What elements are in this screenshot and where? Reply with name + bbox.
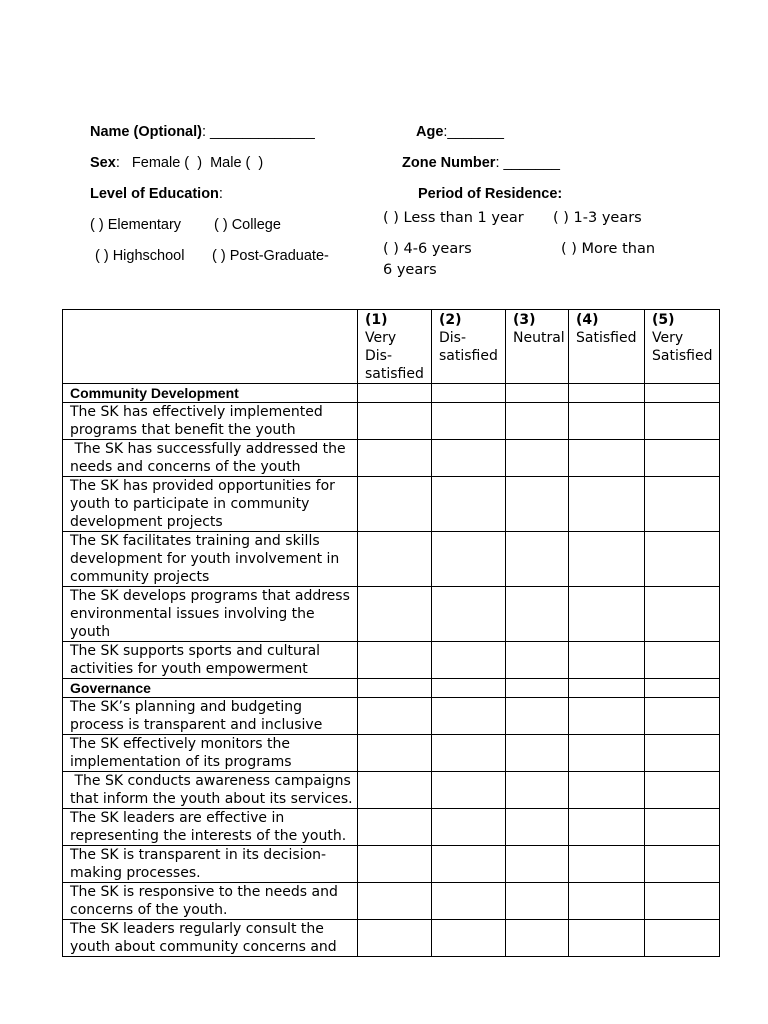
zone-blank: : _______ [495, 155, 560, 171]
sex-options: : Female ( ) Male ( ) [115, 155, 264, 171]
rating-cell[interactable] [432, 477, 506, 532]
age-field[interactable] [416, 124, 504, 140]
rating-cell[interactable] [432, 809, 506, 846]
rating-cell[interactable] [506, 440, 569, 477]
question-row [63, 698, 720, 735]
rating-cell[interactable] [569, 809, 645, 846]
rating-cell[interactable] [358, 642, 432, 679]
edu-college-option[interactable]: ( ) College [214, 217, 281, 233]
rating-cell[interactable] [569, 403, 645, 440]
rating-cell[interactable] [432, 883, 506, 920]
rating-cell[interactable] [645, 883, 720, 920]
rating-cell[interactable] [358, 920, 432, 957]
sex-label: Sex [90, 155, 116, 171]
edu-elementary-option[interactable]: ( ) Elementary [90, 217, 182, 233]
rating-cell[interactable] [358, 532, 432, 587]
rating-cell[interactable] [569, 587, 645, 642]
rating-cell[interactable] [358, 883, 432, 920]
rating-cell[interactable] [645, 532, 720, 587]
rating-cell[interactable] [506, 809, 569, 846]
question-text: The SK supports sports and cultural activities for youth empowerment [63, 642, 358, 679]
rating-cell[interactable] [506, 587, 569, 642]
column-label: Satisfied [576, 330, 637, 346]
rating-cell[interactable] [432, 440, 506, 477]
rating-cell[interactable] [645, 403, 720, 440]
question-row [63, 846, 720, 883]
rating-cell[interactable] [358, 772, 432, 809]
age-blank: :_______ [443, 124, 504, 140]
rating-cell[interactable] [569, 698, 645, 735]
column-header-neutral [506, 310, 569, 384]
column-header-very-satisfied [645, 310, 720, 384]
rating-cell [506, 679, 569, 698]
rating-cell[interactable] [506, 735, 569, 772]
rating-cell[interactable] [506, 532, 569, 587]
question-row [63, 883, 720, 920]
rating-cell[interactable] [569, 642, 645, 679]
question-text: The SK’s planning and budgeting process is transparent and inclusive [63, 698, 358, 735]
statement-column-header [63, 310, 358, 384]
res-less-than-1-option[interactable]: ( ) Less than 1 year [383, 210, 524, 226]
section-title: Governance [63, 679, 358, 698]
rating-cell[interactable] [358, 477, 432, 532]
rating-cell[interactable] [506, 920, 569, 957]
rating-cell[interactable] [506, 772, 569, 809]
rating-cell [645, 679, 720, 698]
column-header-dissatisfied [432, 310, 506, 384]
question-text: The SK is responsive to the needs and concerns of the youth. [63, 883, 358, 920]
rating-cell[interactable] [358, 809, 432, 846]
question-row [63, 587, 720, 642]
rating-cell[interactable] [645, 846, 720, 883]
question-row [63, 532, 720, 587]
column-number: (2) [439, 312, 462, 328]
rating-cell[interactable] [645, 642, 720, 679]
rating-cell[interactable] [432, 587, 506, 642]
rating-cell [506, 384, 569, 403]
question-row [63, 772, 720, 809]
rating-cell[interactable] [432, 735, 506, 772]
rating-cell[interactable] [358, 846, 432, 883]
question-text: The SK has successfully addressed the needs and concerns of the youth [63, 440, 358, 477]
name-field[interactable] [90, 124, 315, 140]
rating-cell[interactable] [645, 698, 720, 735]
question-row [63, 403, 720, 440]
rating-cell[interactable] [432, 403, 506, 440]
rating-table [62, 309, 720, 957]
column-header-very-dissatisfied [358, 310, 432, 384]
rating-cell[interactable] [432, 920, 506, 957]
rating-cell[interactable] [569, 477, 645, 532]
rating-cell[interactable] [569, 440, 645, 477]
section-row [63, 384, 720, 403]
question-text: The SK leaders regularly consult the youth about community concerns and [63, 920, 358, 957]
column-label: Dis-satisfied [439, 330, 498, 364]
rating-cell[interactable] [432, 642, 506, 679]
edu-postgraduate-option[interactable]: ( ) Post-Graduate- [212, 248, 329, 264]
rating-cell[interactable] [358, 735, 432, 772]
column-header-satisfied [569, 310, 645, 384]
rating-cell[interactable] [569, 772, 645, 809]
rating-cell[interactable] [569, 883, 645, 920]
rating-cell[interactable] [358, 587, 432, 642]
question-row [63, 920, 720, 957]
name-label: Name (Optional) [90, 124, 202, 140]
res-1-3-option[interactable]: ( ) 1-3 years [553, 210, 642, 226]
rating-cell [569, 384, 645, 403]
question-row [63, 477, 720, 532]
rating-cell[interactable] [432, 698, 506, 735]
rating-cell[interactable] [506, 403, 569, 440]
education-colon: : [218, 186, 223, 202]
rating-cell[interactable] [569, 532, 645, 587]
sex-field[interactable] [90, 155, 263, 171]
question-row [63, 642, 720, 679]
rating-cell [432, 384, 506, 403]
rating-cell[interactable] [358, 403, 432, 440]
residence-heading: Period of Residence: [418, 186, 563, 202]
rating-cell[interactable] [645, 809, 720, 846]
zone-label: Zone Number [402, 155, 496, 171]
question-text: The SK facilitates training and skills development for youth involvement in community projects [63, 532, 358, 587]
rating-cell[interactable] [645, 477, 720, 532]
edu-highschool-option[interactable]: ( ) Highschool [95, 248, 185, 264]
name-blank: : _____________ [201, 124, 315, 140]
column-number: (5) [652, 312, 675, 328]
question-text: The SK develops programs that address environmental issues involving the youth [63, 587, 358, 642]
rating-cell[interactable] [358, 698, 432, 735]
question-text: The SK has provided opportunities for youth to participate in community development projects [63, 477, 358, 532]
rating-cell[interactable] [506, 698, 569, 735]
column-number: (3) [513, 312, 536, 328]
column-label: Neutral [513, 330, 565, 346]
zone-field[interactable] [402, 155, 560, 171]
rating-cell[interactable] [432, 772, 506, 809]
rating-cell[interactable] [645, 772, 720, 809]
res-more-than-continued: 6 years [383, 262, 437, 278]
rating-cell[interactable] [645, 440, 720, 477]
table-body [63, 384, 720, 957]
rating-cell [432, 679, 506, 698]
res-4-6-option[interactable]: ( ) 4-6 years [383, 241, 472, 257]
rating-cell[interactable] [358, 440, 432, 477]
age-label: Age [416, 124, 444, 140]
column-number: (4) [576, 312, 599, 328]
rating-cell[interactable] [569, 920, 645, 957]
education-label: Level of Education [90, 186, 219, 202]
section-row [63, 679, 720, 698]
column-label: Very Dis-satisfied [365, 330, 424, 382]
rating-cell[interactable] [645, 920, 720, 957]
rating-cell[interactable] [645, 587, 720, 642]
question-text: The SK effectively monitors the implementation of its programs [63, 735, 358, 772]
question-text: The SK has effectively implemented programs that benefit the youth [63, 403, 358, 440]
question-row [63, 809, 720, 846]
rating-cell[interactable] [645, 735, 720, 772]
column-label: Very Satisfied [652, 330, 713, 364]
question-row [63, 440, 720, 477]
rating-cell [645, 384, 720, 403]
question-text: The SK leaders are effective in representing the interests of the youth. [63, 809, 358, 846]
column-number: (1) [365, 312, 388, 328]
rating-cell [569, 679, 645, 698]
question-text: The SK conducts awareness campaigns that inform the youth about its services. [63, 772, 358, 809]
rating-cell[interactable] [432, 846, 506, 883]
res-more-than-option[interactable]: ( ) More than [561, 241, 656, 257]
rating-cell[interactable] [506, 477, 569, 532]
table-header-row [63, 310, 720, 384]
question-row [63, 735, 720, 772]
section-title: Community Development [63, 384, 358, 403]
rating-cell[interactable] [569, 735, 645, 772]
rating-cell[interactable] [506, 642, 569, 679]
question-text: The SK is transparent in its decision-making processes. [63, 846, 358, 883]
rating-cell [358, 384, 432, 403]
rating-cell[interactable] [569, 846, 645, 883]
rating-cell [358, 679, 432, 698]
rating-cell[interactable] [432, 532, 506, 587]
education-heading [90, 186, 223, 202]
rating-cell[interactable] [506, 846, 569, 883]
rating-cell[interactable] [506, 883, 569, 920]
